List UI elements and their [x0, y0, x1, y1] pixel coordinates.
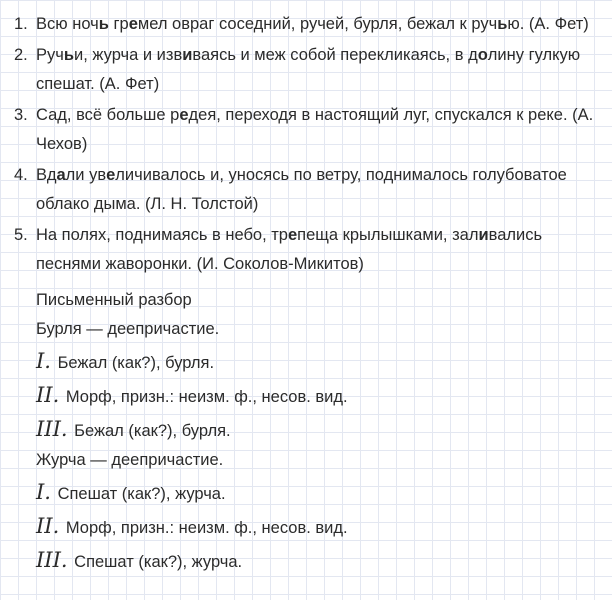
sentence-number: 5.	[14, 226, 28, 244]
analysis-row-text: Бежал (как?), бурля.	[69, 422, 231, 440]
analysis-heading: Письменный разбор	[36, 291, 192, 309]
sentence-number: 4.	[14, 166, 28, 184]
analysis-row	[36, 509, 596, 543]
highlighted-letter: о	[477, 46, 488, 64]
roman-numeral: I.	[36, 480, 51, 504]
written-analysis	[36, 286, 596, 577]
analysis-row	[36, 378, 596, 412]
roman-numeral: II.	[36, 514, 60, 538]
highlighted-letter: е	[287, 226, 298, 244]
highlighted-letter: ь	[63, 46, 75, 64]
sentence-item	[14, 161, 604, 219]
sentence-text: Сад, всё больше редея, переходя в настоящий луг, спускался к реке. (А. Чехов)	[36, 106, 594, 153]
analysis-row	[36, 475, 596, 509]
roman-numeral: III.	[36, 548, 68, 572]
analysis-row	[36, 412, 596, 446]
analysis-row-text: Спешат (как?), журча.	[52, 485, 226, 503]
analysis-row-text: Морф, призн.: неизм. ф., несов. вид.	[61, 388, 348, 406]
sentence-item	[14, 221, 604, 279]
highlighted-letter: ь	[497, 15, 508, 33]
sentence-text: На полях, поднимаясь в небо, трепеща крылышками, заливались песнями жаворонки. (И. Соколов-Микитов)	[36, 226, 543, 273]
highlighted-letter: ь	[98, 15, 109, 33]
analysis-row	[36, 344, 596, 378]
sentence-text: Всю ночь гремел овраг соседний, ручей, бурля, бежал к ручью. (А. Фет)	[36, 15, 589, 33]
highlighted-letter: и	[182, 46, 193, 64]
analysis-row-text: Морф, призн.: неизм. ф., несов. вид.	[61, 519, 348, 537]
sentence-number: 1.	[14, 15, 28, 33]
sentence-number: 2.	[14, 46, 28, 64]
analysis-row	[36, 543, 596, 577]
highlighted-letter: е	[179, 106, 189, 124]
sentence-item	[14, 10, 604, 39]
highlighted-letter: а	[56, 166, 66, 184]
sentence-list	[14, 10, 604, 281]
analysis-row-text: Бежал (как?), бурля.	[52, 354, 215, 372]
sentence-item	[14, 101, 604, 159]
analysis-title: Журча — деепричастие.	[36, 451, 224, 469]
analysis-row-text: Спешат (как?), журча.	[69, 553, 243, 571]
roman-numeral: I.	[36, 349, 51, 373]
roman-numeral: II.	[36, 383, 60, 407]
highlighted-letter: е	[106, 166, 116, 184]
analysis-title: Бурля — деепричастие.	[36, 320, 220, 338]
highlighted-letter: е	[128, 15, 138, 33]
roman-numeral: III.	[36, 417, 68, 441]
sentence-text: Вдали увеличивалось и, уносясь по ветру, поднималось голубоватое облако дыма. (Л. Н. Толстой)	[36, 166, 567, 213]
sentence-text: Ручьи, журча и извиваясь и меж собой перекликаясь, в долину гулкую спешат. (А. Фет)	[36, 46, 581, 93]
highlighted-letter: и	[478, 226, 489, 244]
sentence-item	[14, 41, 604, 99]
sentence-number: 3.	[14, 106, 28, 124]
